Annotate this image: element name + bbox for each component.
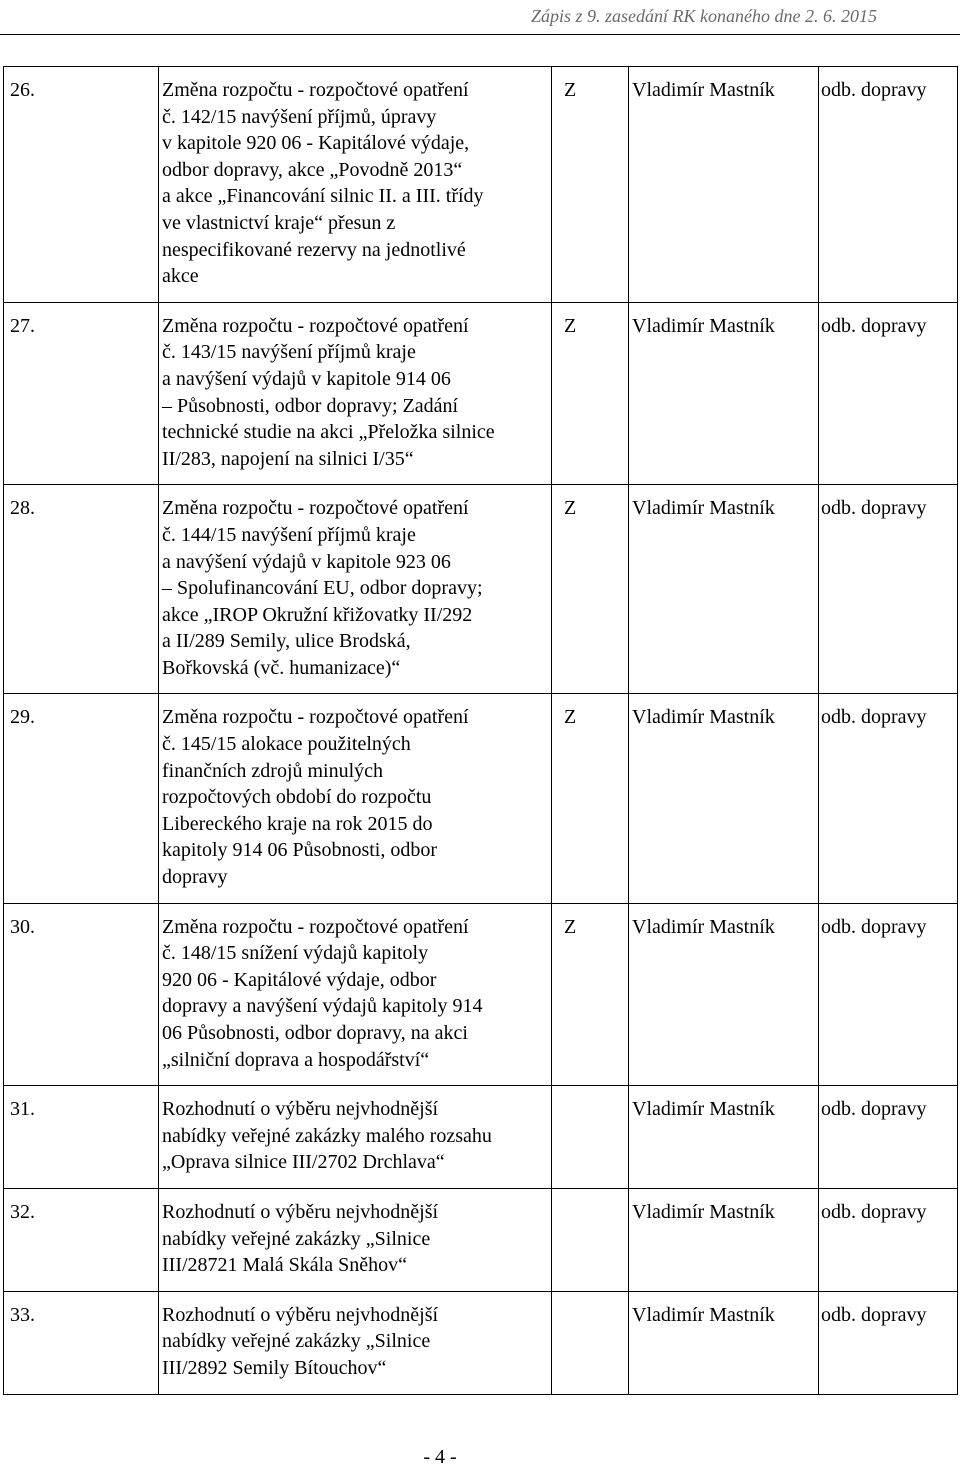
item-person: Vladimír Mastník: [629, 1188, 819, 1291]
item-department: odb. dopravy: [819, 903, 958, 1086]
item-number: 30.: [4, 903, 159, 1086]
item-number: 31.: [4, 1086, 159, 1189]
item-mark: Z: [552, 903, 629, 1086]
item-person: Vladimír Mastník: [629, 1086, 819, 1189]
item-number: 26.: [4, 67, 159, 303]
item-department: odb. dopravy: [819, 302, 958, 485]
item-text: Změna rozpočtu - rozpočtové opatření č. 148/15 snížení výdajů kapitoly 920 06 - Kapitálové výdaje, odbor dopravy a navýšení výdajů kapitoly 914 06 Působnosti, odbor dopravy, na akci „silniční doprava a hospodářství“: [162, 915, 483, 1071]
table-row: [4, 1086, 958, 1189]
item-department: odb. dopravy: [819, 1188, 958, 1291]
item-number: 32.: [4, 1188, 159, 1291]
table-row: [4, 1188, 958, 1291]
item-text: Rozhodnutí o výběru nejvhodnější nabídky veřejné zakázky „Silnice III/2892 Semily Bítouchov“: [162, 1303, 439, 1379]
table-row: [4, 302, 958, 485]
item-department: odb. dopravy: [819, 1291, 958, 1394]
item-mark: [552, 1086, 629, 1189]
item-text: Změna rozpočtu - rozpočtové opatření č. 142/15 navýšení příjmů, úpravy v kapitole 920 06 - Kapitálové výdaje, odbor dopravy, akce „Povodně 2013“ a akce „Financování silnic II. a III. třídy ve vlastnictví kraje“ přesun z nespecifikované rezervy na jednotlivé akce: [162, 79, 484, 288]
table-row: [4, 694, 958, 903]
item-department: odb. dopravy: [819, 485, 958, 694]
item-number: 33.: [4, 1291, 159, 1394]
item-text: Změna rozpočtu - rozpočtové opatření č. 143/15 navýšení příjmů kraje a navýšení výdajů v kapitole 914 06 – Působnosti, odbor dopravy; Zadání technické studie na akci „Přeložka silnice II/283, napojení na silnici I/35“: [162, 314, 495, 470]
item-person: Vladimír Mastník: [629, 302, 819, 485]
item-mark: Z: [552, 485, 629, 694]
item-department: odb. dopravy: [819, 694, 958, 903]
item-person: Vladimír Mastník: [629, 694, 819, 903]
table-row: [4, 903, 958, 1086]
item-text: Změna rozpočtu - rozpočtové opatření č. 144/15 navýšení příjmů kraje a navýšení výdajů v kapitole 923 06 – Spolufinancování EU, odbor dopravy; akce „IROP Okružní křižovatky II/292 a II/289 Semily, ulice Brodská, Bořkovská (vč. humanizace)“: [162, 497, 483, 679]
item-person: Vladimír Mastník: [629, 1291, 819, 1394]
item-department: odb. dopravy: [819, 1086, 958, 1189]
item-mark: Z: [552, 694, 629, 903]
item-department: odb. dopravy: [819, 67, 958, 303]
header-divider: [0, 34, 960, 35]
item-number: 29.: [4, 694, 159, 903]
table-row: [4, 485, 958, 694]
table-row: [4, 1291, 958, 1394]
item-person: Vladimír Mastník: [629, 485, 819, 694]
item-text: Rozhodnutí o výběru nejvhodnější nabídky veřejné zakázky malého rozsahu „Oprava silnice III/2702 Drchlava“: [162, 1098, 492, 1174]
item-number: 28.: [4, 485, 159, 694]
item-person: Vladimír Mastník: [629, 903, 819, 1086]
table-row: [4, 67, 958, 303]
agenda-table: [3, 66, 958, 1395]
item-text: Rozhodnutí o výběru nejvhodnější nabídky veřejné zakázky „Silnice III/28721 Malá Skála Sněhov“: [162, 1200, 439, 1277]
item-mark: [552, 1188, 629, 1291]
item-text: Změna rozpočtu - rozpočtové opatření č. 145/15 alokace použitelných finančních zdrojů minulých rozpočtových období do rozpočtu Libereckého kraje na rok 2015 do kapitoly 914 06 Působnosti, odbor dopravy: [162, 706, 469, 889]
item-mark: Z: [552, 67, 629, 303]
item-mark: [552, 1291, 629, 1394]
item-person: Vladimír Mastník: [629, 67, 819, 303]
item-number: 27.: [4, 302, 159, 485]
page-number: - 4 -: [423, 1446, 457, 1468]
item-mark: Z: [552, 302, 629, 485]
document-header-title: Zápis z 9. zasedání RK konaného dne 2. 6. 2015: [531, 6, 877, 26]
